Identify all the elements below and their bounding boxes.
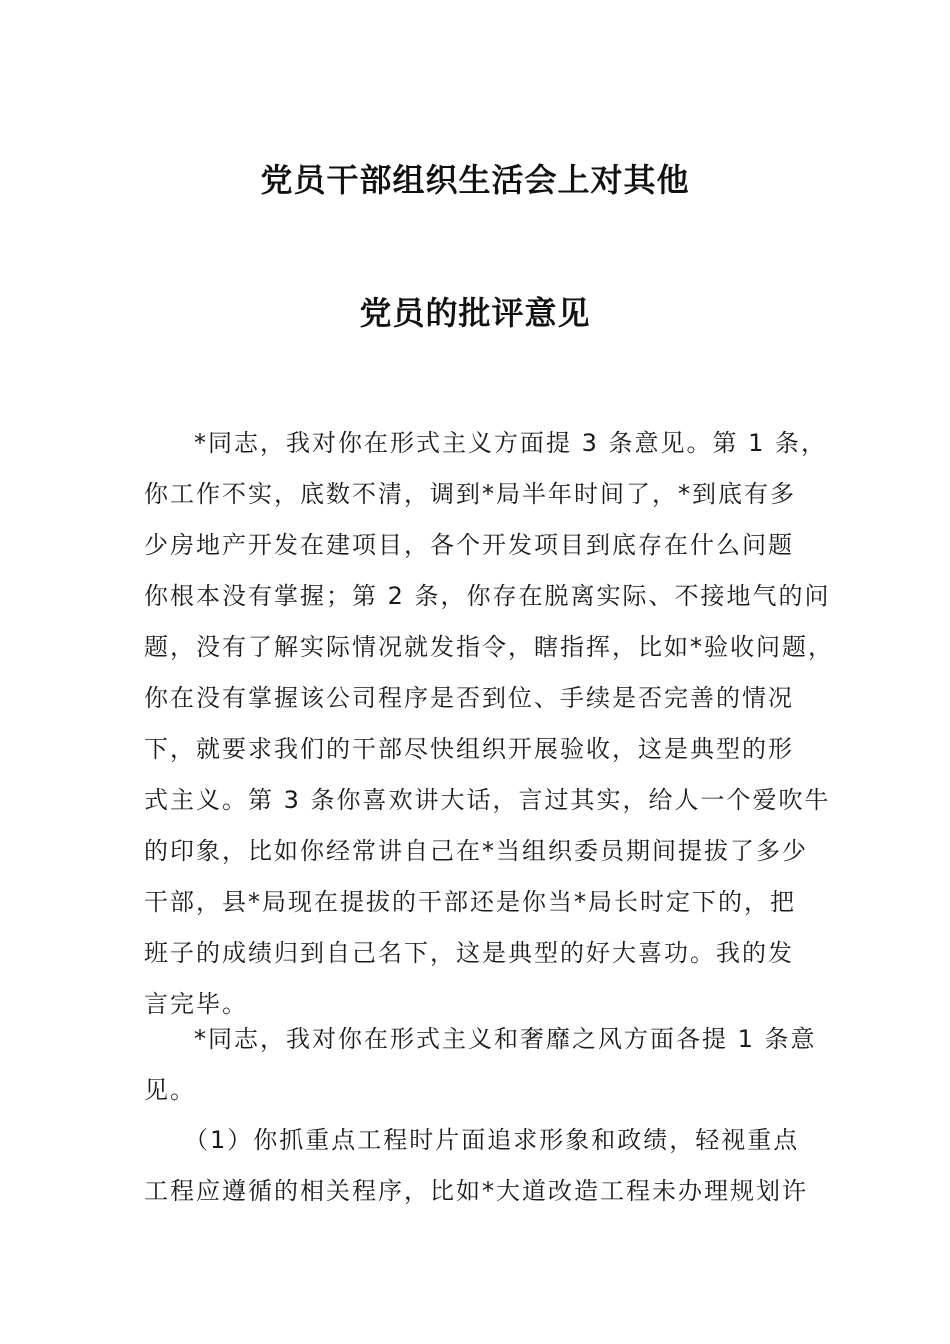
paragraph-line: 工程应遵循的相关程序，比如*大道改造工程未办理规划许 [144,1177,808,1205]
paragraph-line: 少房地产开发在建项目，各个开发项目到底存在什么问题 [144,531,794,559]
paragraph-line: 你在没有掌握该公司程序是否到位、手续是否完善的情况 [144,684,794,712]
document-title-line-1: 党员干部组织生活会上对其他 [260,161,690,199]
paragraph-3 [144,1115,824,1217]
document-title-line-2: 党员的批评意见 [359,294,591,332]
paragraph-line: 你工作不实，底数不清，调到*局半年时间了，*到底有多 [144,480,796,508]
paragraph-line: 式主义。第 3 条你喜欢讲大话，言过其实，给人一个爱吹牛 [144,786,831,814]
paragraph-line: *同志，我对你在形式主义方面提 3 条意见。第 1 条， [194,429,828,457]
paragraph-line: 言完毕。 [144,990,248,1018]
paragraph-line: 下，就要求我们的干部尽快组织开展验收，这是典型的形 [144,735,794,763]
paragraph-1 [144,418,834,1030]
paragraph-line: 你根本没有掌握；第 2 条，你存在脱离实际、不接地气的问 [144,582,831,610]
paragraph-line: 题，没有了解实际情况就发指令，瞎指挥，比如*验收问题， [144,633,834,661]
paragraph-line: 干部，县*局现在提拔的干部还是你当*局长时定下的，把 [144,888,796,916]
paragraph-line: *同志，我对你在形式主义和奢靡之风方面各提 1 条意 [194,1025,817,1053]
paragraph-line: （1）你抓重点工程时片面追求形象和政绩，轻视重点 [184,1126,800,1154]
paragraph-2 [144,1014,824,1116]
paragraph-line: 见。 [144,1076,196,1104]
paragraph-line: 班子的成绩归到自己名下，这是典型的好大喜功。我的发 [144,939,794,967]
paragraph-line: 的印象，比如你经常讲自己在*当组织委员期间提拔了多少 [144,837,808,865]
